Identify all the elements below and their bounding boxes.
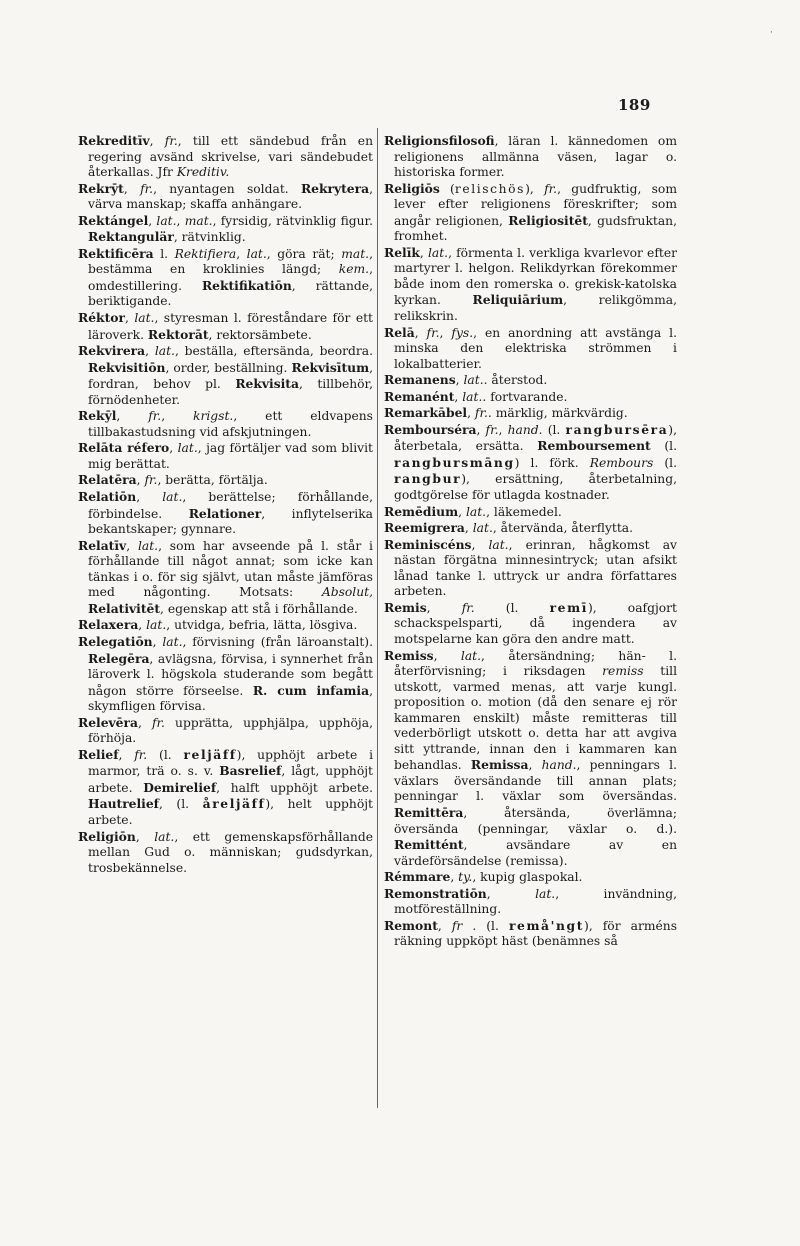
entry-text: , utvidga, befria, lätta, lösgiva. xyxy=(166,618,358,633)
entry-text: , berätta, förtälja. xyxy=(157,473,268,488)
entry-text: fr. xyxy=(426,325,440,340)
dictionary-entry xyxy=(384,600,677,648)
entry-text: l. xyxy=(153,246,175,261)
entry-text: , penningars l. växlars översändande till annan plats; penningar l. växlar som översändas. xyxy=(394,758,677,804)
entry-text: remī xyxy=(549,599,588,615)
entry-headword: Religiōn xyxy=(78,828,136,844)
right-column xyxy=(384,133,677,950)
dictionary-entry xyxy=(78,634,373,715)
entry-headword: Relīk xyxy=(384,244,420,260)
entry-headword: Relatēra xyxy=(78,472,137,488)
entry-text: , jag förtäljer vad som blivit mig berättat. xyxy=(88,441,373,471)
entry-headword: Rekrȳt xyxy=(78,180,124,196)
dictionary-entry xyxy=(384,325,677,373)
entry-text: , xyxy=(414,325,427,340)
entry-headword: Remis xyxy=(384,599,427,615)
entry-text: , berättelse; förhållande, förbindelse. xyxy=(88,490,373,521)
dictionary-entry xyxy=(384,372,677,389)
entry-text: , xyxy=(126,538,138,553)
entry-text: . (l. xyxy=(462,918,509,933)
entry-text: lat. xyxy=(427,245,449,260)
entry-text: , halft upphöjt arbete. xyxy=(216,780,373,795)
dictionary-entry xyxy=(384,886,677,918)
entry-text: , xyxy=(486,886,536,901)
dictionary-entry xyxy=(78,440,373,472)
entry-text: , xyxy=(138,618,147,633)
entry-text: lat. xyxy=(162,490,183,505)
entry-text: , rätvinklig. xyxy=(173,230,246,245)
entry-text: , xyxy=(136,490,163,505)
entry-text: lat. xyxy=(463,373,484,388)
entry-text: remiss xyxy=(602,664,644,679)
entry-text: , xyxy=(419,245,428,260)
entry-text: lat. xyxy=(246,246,267,261)
entry-text: , gudfruktig, som lever efter religionens föreskrifter; som angår religionen, xyxy=(394,181,677,228)
entry-text: , återsändning; hän- l. återförvisning; i riksdagen xyxy=(394,648,677,679)
entry-text: Kreditiv. xyxy=(176,165,230,180)
entry-text: upprätta, upphjälpa, upphöja, förhöja. xyxy=(88,715,373,746)
entry-text: rangbursēra xyxy=(565,421,669,437)
entry-text: lat. xyxy=(146,618,167,633)
entry-headword: Relā xyxy=(384,324,415,340)
entry-headword: Relevēra xyxy=(78,714,138,730)
entry-headword: Rektificēra xyxy=(78,245,154,261)
entry-text: , xyxy=(498,422,508,437)
entry-text: mat. xyxy=(184,213,213,228)
entry-text: Rektangulär xyxy=(88,229,174,245)
entry-text: , styresman l. föreståndare för ett läroverk. xyxy=(88,311,373,342)
entry-headword: Remēdium xyxy=(384,503,459,519)
entry-text: (l. xyxy=(147,747,184,762)
entry-headword: Relatīv xyxy=(78,537,127,553)
dictionary-entry xyxy=(384,422,677,504)
entry-text: , xyxy=(149,134,165,148)
entry-text: lat. xyxy=(460,648,482,663)
entry-text: , tillbehör, förnödenheter. xyxy=(88,377,373,407)
entry-text: , xyxy=(145,344,155,359)
entry-text: , xyxy=(439,325,452,340)
entry-headword: Rektángel xyxy=(78,212,149,228)
entry-text: , egenskap att stå i förhållande. xyxy=(160,601,358,616)
dictionary-entry xyxy=(78,829,373,877)
entry-headword: Rekreditīv xyxy=(78,133,150,148)
entry-text: , läran l. kännedomen om religionens allmänna väsen, lagar o. historiska former. xyxy=(394,134,677,180)
entry-headword: Rembourséra xyxy=(384,421,477,437)
entry-text: , omdestillering. xyxy=(88,262,373,293)
entry-text: ), för arméns räkning uppköpt häst (benämnes så xyxy=(394,918,677,949)
dictionary-entry xyxy=(384,537,677,600)
entry-text: , xyxy=(161,409,194,424)
entry-text: fr. xyxy=(485,422,499,437)
entry-headword: Religiōs xyxy=(384,180,440,196)
dictionary-entry xyxy=(78,408,373,440)
entry-headword: Relatiōn xyxy=(78,489,137,505)
entry-text: reljäff xyxy=(183,746,237,762)
entry-text: , bestämma en kroklinies längd; xyxy=(88,246,373,277)
entry-text: Rembours xyxy=(589,455,654,470)
entry-headword: Remonstratiōn xyxy=(384,885,487,901)
entry-headword: Relief xyxy=(78,746,119,762)
entry-text: , xyxy=(476,422,486,437)
entry-text: . återstod. xyxy=(483,373,548,388)
entry-text: Remittént xyxy=(394,837,464,853)
entry-text: , xyxy=(118,747,135,762)
dictionary-entry xyxy=(78,538,373,618)
dictionary-entry xyxy=(78,617,373,634)
entry-text: Remittēra xyxy=(394,804,464,820)
entry-text: , xyxy=(528,758,542,773)
dictionary-entry xyxy=(78,343,373,408)
entry-text: Rekvisitiōn xyxy=(88,359,166,375)
entry-text: till utskott, varmed menas, att varje kungl. proposition o. motion (då den senare ej rör kammaren enskilt) måste remitteras till vederbörligt utskott o. detta har att avgiva sitt yttrande, innan den i kammaren kan behandlas. xyxy=(394,664,678,773)
dictionary-entry xyxy=(78,310,373,343)
entry-text: fr xyxy=(451,918,463,933)
entry-headword: Relegatiōn xyxy=(78,633,153,649)
entry-text: lat. xyxy=(535,886,556,901)
entry-text: (l. xyxy=(650,439,677,454)
dictionary-entry xyxy=(78,472,373,489)
entry-text: , xyxy=(236,246,247,261)
entry-text: , xyxy=(148,213,157,228)
dictionary-entry xyxy=(78,246,373,310)
entry-text: ), oafgjort schackspelsparti, då ingendera av motspelarne kan göra den andre matt. xyxy=(394,600,677,646)
entry-text: , xyxy=(450,870,459,885)
entry-headword: Rekvirera xyxy=(78,343,146,359)
entry-text: hand. xyxy=(541,758,577,773)
entry-text: , inflytelserika bekantskaper; gynnare. xyxy=(88,506,373,537)
dictionary-entry xyxy=(384,133,677,181)
entry-text: , xyxy=(136,473,145,488)
entry-headword: Relaxera xyxy=(78,617,139,633)
dictionary-entry xyxy=(384,869,677,886)
entry-text: , avsändare av en värdeförsändelse (remissa). xyxy=(394,838,677,868)
entry-text: lat. xyxy=(488,537,509,552)
entry-text: ( xyxy=(439,181,455,196)
entry-text: lat. xyxy=(134,311,155,326)
dictionary-entry xyxy=(384,648,677,870)
entry-text: , kupig glaspokal. xyxy=(472,870,583,885)
entry-text: , beställa, eftersända, beordra. xyxy=(174,344,373,359)
entry-text: lat. xyxy=(137,538,159,553)
entry-text: Religiositēt xyxy=(508,212,588,228)
entry-text: , till ett sändebud från en regering avsänd skrivelse, vari sändebudet återkallas. Jfr xyxy=(88,134,373,180)
entry-text: , xyxy=(176,213,185,228)
entry-text: , göra rät; xyxy=(266,246,342,261)
entry-text: åreljäff xyxy=(202,796,266,812)
entry-text: fr. xyxy=(140,181,154,196)
dictionary-entry xyxy=(384,181,677,245)
entry-text: lat. xyxy=(472,521,493,536)
entry-text: , (l. xyxy=(158,797,203,812)
entry-text: , lågt, upphöjt arbete. xyxy=(88,764,373,795)
entry-text: ), ersättning, återbetalning, godtgörelse för utlagda kostnader. xyxy=(394,472,677,503)
entry-text: Absolut, xyxy=(321,585,373,600)
entry-text: . fortvarande. xyxy=(482,389,568,404)
entry-headword: Relāta réfero xyxy=(78,440,170,456)
entry-headword: Remanens xyxy=(384,372,456,388)
entry-text: Relegēra xyxy=(88,650,150,666)
entry-text: , återvända, återflytta. xyxy=(492,521,634,536)
entry-text: , återsända, överlämna; översända (penningar, växlar o. d.). xyxy=(394,805,677,836)
entry-headword: Remont xyxy=(384,917,438,933)
dictionary-entry xyxy=(384,245,677,325)
entry-headword: Reemigrera xyxy=(384,520,465,536)
entry-text: , xyxy=(471,537,489,552)
entry-text: ), helt upphöjt arbete. xyxy=(88,797,373,827)
entry-text: lat. xyxy=(162,634,183,649)
entry-text: ), xyxy=(525,181,545,196)
dictionary-entry xyxy=(384,918,677,950)
entry-text: Demirelief xyxy=(143,779,217,795)
entry-text: , nyantagen soldat. xyxy=(153,181,301,196)
entry-text: Rekrytera xyxy=(300,180,370,196)
entry-text: Rektifiera xyxy=(174,246,237,261)
entry-text: (l. xyxy=(474,600,550,615)
entry-text: Relationer xyxy=(188,505,262,521)
dictionary-entry xyxy=(78,181,373,213)
entry-text: Rekvisita xyxy=(235,376,299,392)
entry-text: . märklig, märkvärdig. xyxy=(487,406,628,421)
entry-text: (l. xyxy=(542,422,566,437)
entry-headword: Religionsfilosofi xyxy=(384,133,495,148)
entry-headword: Remiss xyxy=(384,647,434,663)
entry-text: fr. xyxy=(134,747,148,762)
entry-text: R. cum infamia xyxy=(252,682,370,698)
dictionary-entry xyxy=(78,715,373,747)
entry-text: , rektorsämbete. xyxy=(208,327,312,342)
entry-text: , gudsfruktan, fromhet. xyxy=(394,213,678,244)
entry-text: , xyxy=(426,600,462,615)
entry-text: ), återbetala, ersätta. xyxy=(394,422,677,454)
dictionary-entry xyxy=(384,405,677,422)
entry-text: (l. xyxy=(653,455,677,470)
entry-text: Relativitēt xyxy=(88,600,161,616)
entry-text: remå'ngt xyxy=(508,917,585,933)
entry-text: , avlägsna, förvisa, i synnerhet från läroverk l. högskola studerande som begått någon större förseelse. xyxy=(88,651,373,698)
entry-text: Rektifikatiōn xyxy=(201,277,292,293)
entry-text: lat. xyxy=(154,344,175,359)
entry-headword: Rekȳl xyxy=(78,408,117,424)
entry-text: hand. xyxy=(507,422,543,437)
entry-text: fr. xyxy=(474,406,488,421)
entry-text: fr. xyxy=(461,600,475,615)
entry-text: , xyxy=(124,311,135,326)
entry-text: , xyxy=(116,409,149,424)
entry-text: lat. xyxy=(462,389,483,404)
entry-text: , xyxy=(454,389,463,404)
entry-text: , förvisning (från läroanstalt). xyxy=(182,634,373,649)
entry-text: lat. xyxy=(177,441,198,456)
entry-text: ), upphöjt arbete i marmor, trä o. s. v. xyxy=(88,747,373,779)
entry-text: , xyxy=(433,648,461,663)
entry-text: , xyxy=(137,715,152,730)
entry-text: fr. xyxy=(148,409,162,424)
entry-text: , ett eldvapens tillbakastudsning vid afskjutningen. xyxy=(88,409,373,439)
dictionary-entry xyxy=(78,133,373,181)
dictionary-entry xyxy=(78,213,373,246)
entry-text: Remissa xyxy=(470,757,529,773)
entry-text: lat. xyxy=(156,213,177,228)
entry-text: , relikgömma, relikskrin. xyxy=(394,293,677,324)
entry-text: fr. xyxy=(164,134,178,148)
entry-text: , xyxy=(464,521,473,536)
dictionary-entry xyxy=(384,520,677,537)
entry-headword: Remarkābel xyxy=(384,405,468,421)
entry-headword: Rémmare xyxy=(384,869,451,885)
entry-text: fr. xyxy=(144,473,158,488)
entry-text: lat. xyxy=(465,504,487,519)
entry-text: , xyxy=(437,918,452,933)
entry-text: relischös xyxy=(454,181,526,196)
entry-headword: Remanént xyxy=(384,388,455,404)
entry-text: , som har avseende på l. står i förhållande till något annat; som icke kan tänkas i o. för sig självt, utan måste jämföras med någonting. Motsats: xyxy=(88,538,373,600)
entry-text: , xyxy=(152,634,163,649)
column-divider xyxy=(377,128,378,1108)
entry-text: , xyxy=(169,441,178,456)
entry-text: fr. xyxy=(151,715,165,730)
entry-text: , xyxy=(467,406,475,421)
entry-text: , rättande, beriktigande. xyxy=(88,278,373,309)
entry-text: rangbur xyxy=(394,471,462,487)
entry-text: rangbursmāng xyxy=(394,454,515,470)
dictionary-entry xyxy=(78,489,373,538)
entry-headword: Reminiscéns xyxy=(384,536,472,552)
entry-text: , order, beställning. xyxy=(165,360,292,375)
entry-text: , erinran, hågkomst av nästan förgätna minnesintryck; utan afsikt lånad tanke l. uttryck ur andra författares arbeten. xyxy=(394,537,677,599)
entry-text: Reliquiārium xyxy=(472,292,564,308)
page-number: 189 xyxy=(618,96,651,114)
entry-text: , läkemedel. xyxy=(486,504,562,519)
entry-text: , xyxy=(458,504,466,519)
entry-text: kem. xyxy=(338,262,370,277)
entry-text: krigst. xyxy=(193,409,234,424)
entry-text: , skymfligen förvisa. xyxy=(88,683,373,714)
entry-text: Remboursement xyxy=(537,438,651,454)
dictionary-entry xyxy=(78,747,373,829)
left-column xyxy=(78,133,373,876)
entry-text: , invändning, motföreställning. xyxy=(394,886,677,917)
entry-headword: Réktor xyxy=(78,310,125,326)
entry-text: fys. xyxy=(451,325,474,340)
dictionary-entry xyxy=(384,504,677,521)
entry-text: fr. xyxy=(544,181,558,196)
entry-text: ) l. förk. xyxy=(514,455,590,470)
entry-text: Basrelief xyxy=(219,763,282,779)
entry-text: , förmenta l. verkliga kvarlevor efter martyrer l. helgon. Relikdyrkan förekommer både inom den romerska o. grekisk-katolska kyrkan. xyxy=(394,245,677,308)
entry-text: Rektorāt xyxy=(147,326,209,342)
entry-text: Hautrelief xyxy=(88,796,159,812)
entry-text: mat. xyxy=(341,246,370,261)
entry-text: Rekvisītum xyxy=(291,359,370,375)
entry-text: , fyrsidig, rätvinklig figur. xyxy=(212,213,373,228)
entry-text: , xyxy=(455,373,464,388)
entry-text: , xyxy=(123,181,141,196)
entry-text: , fordran, behov pl. xyxy=(88,360,373,392)
margin-dot: · xyxy=(770,28,773,38)
entry-text: , en anordning att avstänga l. minska den elektriska strömmen i lokalbatterier. xyxy=(394,325,677,371)
entry-text: ty. xyxy=(458,870,473,885)
entry-text: lat. xyxy=(154,829,175,844)
dictionary-entry xyxy=(384,389,677,406)
entry-text: , xyxy=(135,829,155,844)
entry-text: , ett gemenskapsförhållande mellan Gud o. människan; gudsdyrkan, trosbekännelse. xyxy=(88,829,373,875)
entry-text: , värva manskap; skaffa anhängare. xyxy=(88,181,373,212)
